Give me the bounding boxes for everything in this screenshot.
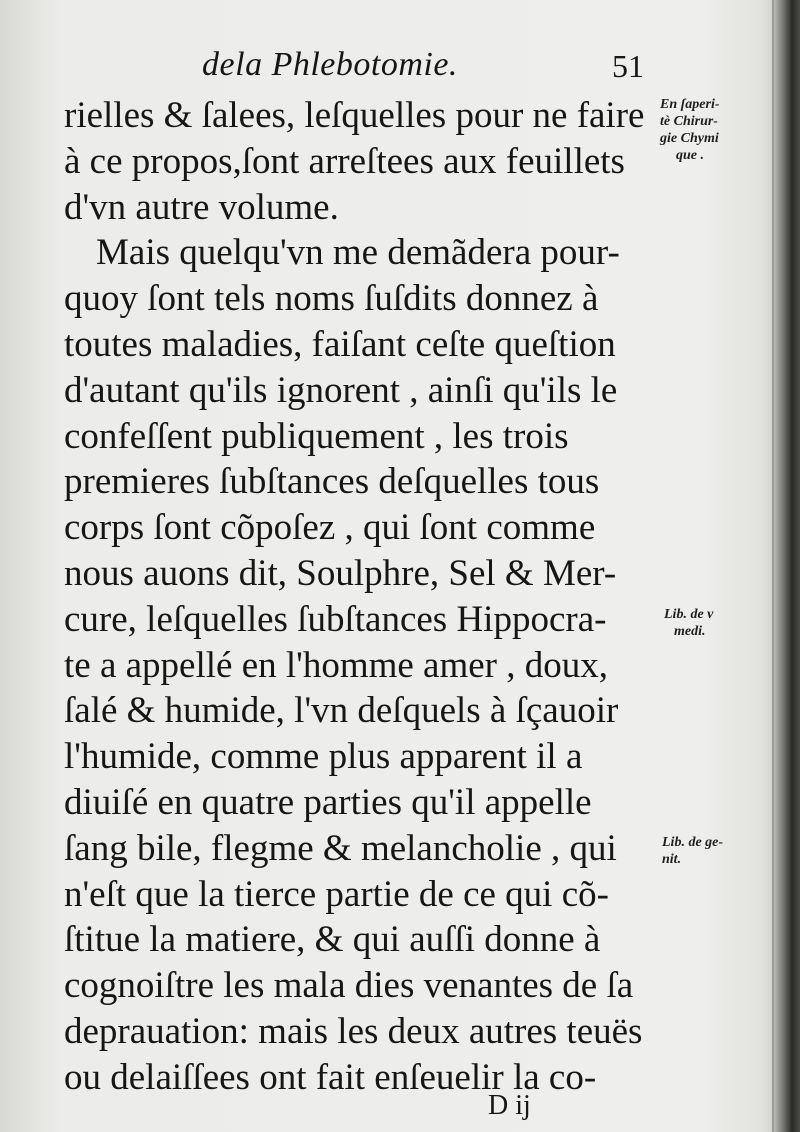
page-number: 51: [612, 48, 644, 84]
text-line: corps ſont cõpoſez , qui ſont comme: [64, 507, 596, 549]
margin-note-line: nit.: [662, 852, 682, 867]
text-line: rielles & ſalees, leſquelles pour ne faire: [64, 95, 645, 136]
margin-note-line: Lib. de v: [664, 607, 714, 622]
body-text: [64, 93, 664, 1101]
text-line: nous auons dit, Soulphre, Sel & Mer-: [64, 552, 617, 594]
text-line: ſtitue la matiere, & qui auſſi donne à: [64, 919, 601, 961]
text-line: Mais quelqu'vn me demãdera pour-: [96, 232, 620, 274]
book-spine: [774, 0, 800, 1132]
text-line: à ce propos,ſont arreſtees aux feuillets: [64, 140, 625, 182]
margin-note-line: gie Chymi: [660, 131, 719, 146]
margin-note-lib-de-v-medi: [664, 606, 713, 640]
text-line: diuiſé en quatre parties qu'il appelle: [64, 781, 592, 823]
text-line: ſalé & humide, l'vn deſquels à ſçauoir: [64, 690, 619, 732]
margin-note-line: Lib. de ge-: [662, 835, 724, 850]
text-line: confeſſent publiquement , les trois: [64, 415, 569, 457]
text-line: n'eſt que la tierce partie de ce qui cõ-: [64, 873, 609, 915]
text-line: cognoiſtre les mala dies venantes de ſa: [64, 965, 634, 1007]
text-line: l'humide, comme plus apparent il a: [64, 736, 583, 778]
margin-note-line: medi.: [674, 624, 706, 639]
margin-note-lib-de-genit: [662, 834, 723, 868]
text-line: te a appellé en l'homme amer , doux,: [64, 644, 608, 686]
margin-note-chirurgie: [660, 96, 720, 164]
text-line: deprauation: mais les deux autres teuës: [64, 1010, 643, 1052]
signature-mark: D ij: [488, 1090, 531, 1121]
margin-note-line: que .: [676, 148, 704, 163]
text-line: premieres ſubſtances deſquelles tous: [64, 461, 600, 503]
running-head: dela Phlebotomie.: [202, 46, 458, 83]
text-line: d'autant qu'ils ignorent , ainſi qu'ils le: [64, 369, 618, 411]
margin-note-line: tè Chirur-: [660, 114, 718, 129]
text-line: toutes maladies, faiſant ceſte queſtion: [64, 323, 616, 365]
text-line: ſang bile, flegme & melancholie , qui: [64, 827, 617, 869]
text-line: quoy ſont tels noms ſuſdits donnez à: [64, 278, 599, 320]
text-line: ou delaiſſees ont fait enſeuelir la co-: [64, 1056, 597, 1098]
margin-note-line: En ſaperi-: [660, 97, 720, 112]
text-line: d'vn autre volume.: [64, 186, 339, 228]
text-line: cure, leſquelles ſubſtances Hippocra-: [64, 598, 607, 640]
